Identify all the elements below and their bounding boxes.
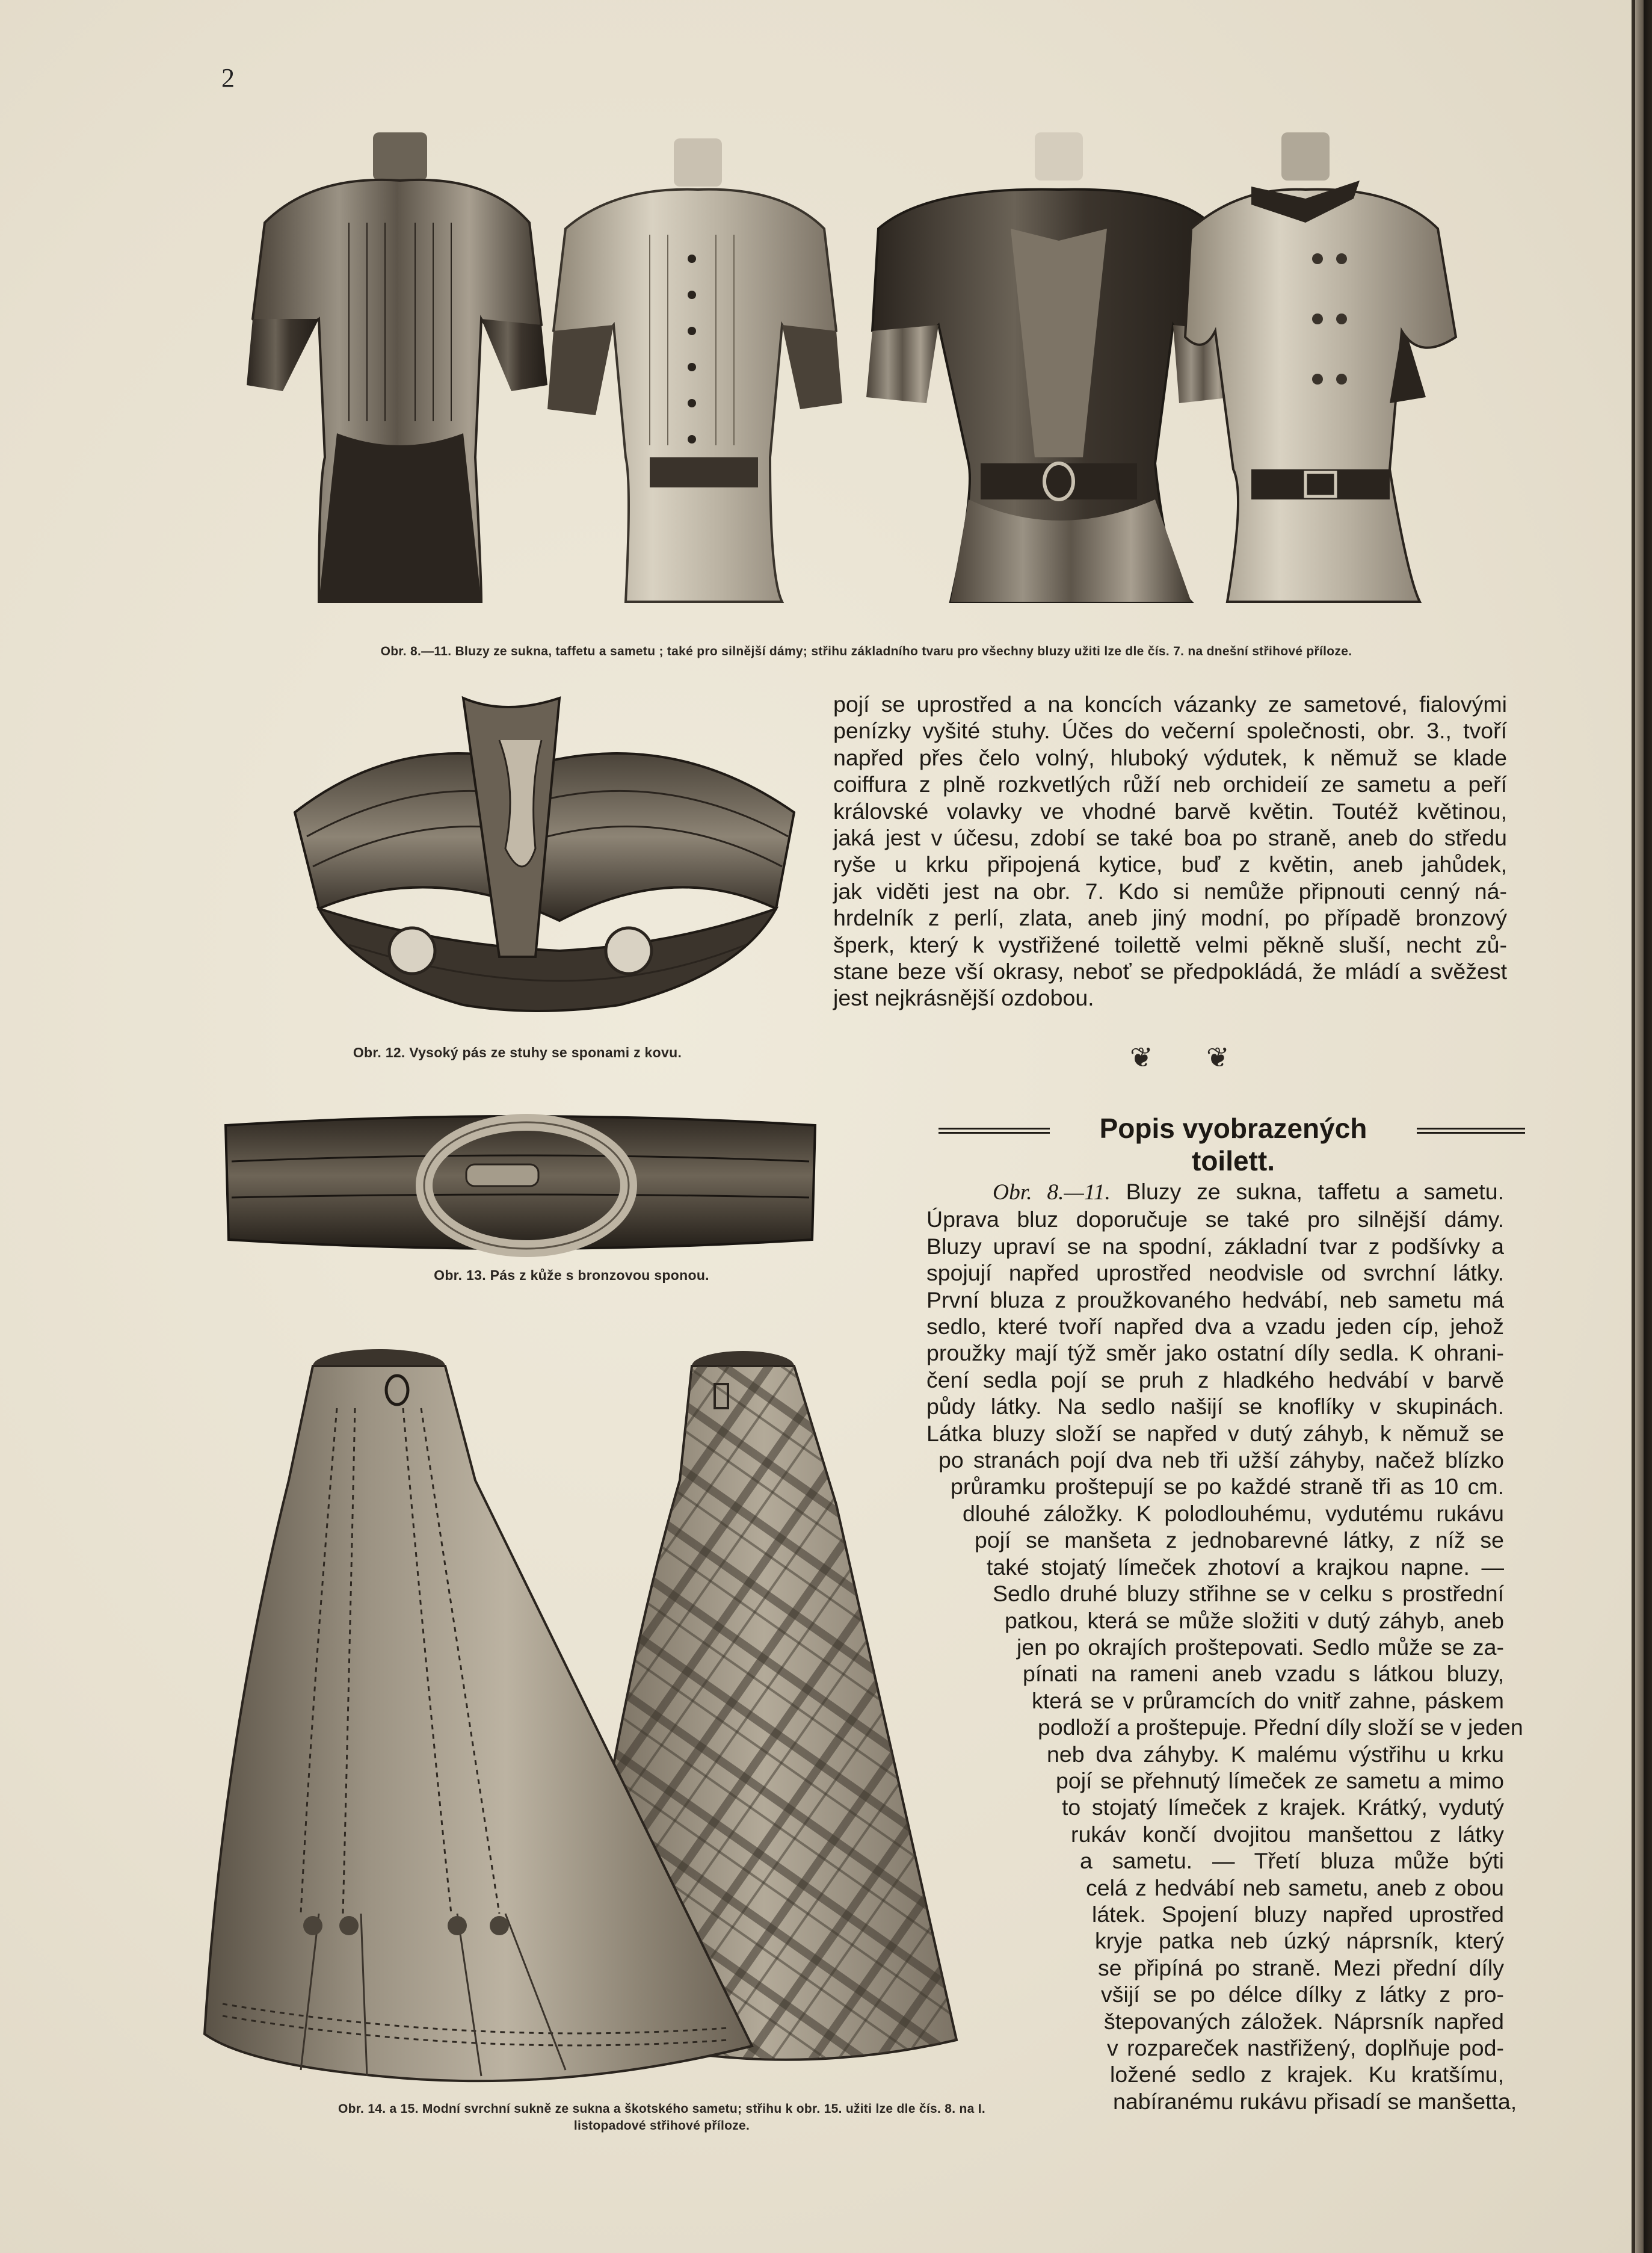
skirts-caption-line-1: Obr. 14. a 15. Modní svrchní sukně ze sukna a škotského sametu; střihu k obr. 15. užiti lze dle čís. 8. na I. xyxy=(337,2102,986,2116)
belt-13-illustration xyxy=(220,1101,821,1264)
text-line: průramku proštepují se po každé straně tři as 10 cm. xyxy=(951,1474,1504,1500)
text-line: ložené sedlo z krajek. Ku kratšímu, xyxy=(1110,2062,1504,2088)
text-line: kryje patka neb úzký náprsník, který xyxy=(1095,1928,1504,1954)
text-line: Sedlo druhé bluzy střihne se v celku s prostřední xyxy=(993,1581,1504,1607)
text-line: proužky mají týž směr jako ostatní díly sedla. K ohrani- xyxy=(926,1340,1504,1366)
text-line: látek. Spojení bluzy napřed uprostřed xyxy=(1092,1901,1504,1927)
text-line: První bluza z proužkovaného hedvábí, neb sametu má xyxy=(926,1287,1504,1312)
blouse-4 xyxy=(1185,132,1456,602)
text-line: štepovaných záložek. Náprsník napřed xyxy=(1104,2008,1504,2034)
blouse-2 xyxy=(547,138,842,602)
text-line: neb dva záhyby. K malému výstřihu u krku xyxy=(1047,1741,1504,1767)
text-line: Úprava bluz doporučuje se také pro silnější dámy. xyxy=(926,1207,1504,1232)
text-line: také stojatý límeček zhotoví a krajkou napne. — xyxy=(987,1554,1504,1580)
ornament-left: ❦ xyxy=(1130,1042,1153,1073)
blouses-illustration xyxy=(229,120,1462,638)
text-line: podloží a proštepuje. Přední díly složí se v jeden xyxy=(1038,1714,1523,1740)
blouse-3 xyxy=(866,132,1233,602)
text-line: jaká jest v účesu, zdobí se také boa po straně, aneb do středu xyxy=(833,825,1507,851)
text-line: jak viděti jest na obr. 7. Kdo si nemůže připnouti cenný ná- xyxy=(833,878,1507,904)
text-line: nabíranému rukávu přisadí se manšetta, xyxy=(1113,2088,1517,2114)
text-line: stane beze vší okrasy, neboť se předpokládá, že mládí a svěžest xyxy=(833,959,1507,984)
figure-reference: Obr. 8.—11. xyxy=(993,1180,1111,1205)
text-line: Bluzy upraví se na spodní, základní tvar z podšívky a xyxy=(926,1233,1504,1259)
section-heading-text: Popis vyobrazených toilett. xyxy=(1099,1113,1367,1176)
text-line: Látka bluzy složí se napřed v dutý záhyb, k němuž se xyxy=(926,1420,1504,1446)
text-line: se připíná po straně. Mezi přední díly xyxy=(1098,1955,1504,1980)
text-line: patkou, která se může složiti v dutý záhyb, aneb xyxy=(1005,1607,1504,1633)
text-line: spojují napřed uprostřed neodvisle od svrchní látky. xyxy=(926,1260,1504,1286)
text-line: královské volavky ve vhodné barvě květin. Toutéž květinou, xyxy=(833,798,1507,824)
text-line: pojí se manšeta z jednobarevné látky, z níž se xyxy=(975,1527,1504,1553)
text-line: penízky vyšité stuhy. Účes do večerní společnosti, obr. 3., tvoří xyxy=(833,718,1507,744)
text-line: po stranách pojí dva neb tři užší záhyby, načež blízko xyxy=(938,1447,1504,1473)
text-line: to stojatý límeček z krajek. Krátký, vydutý xyxy=(1062,1794,1504,1820)
section-heading xyxy=(938,1112,1528,1176)
belt-12-caption: Obr. 12. Vysoký pás ze stuhy se sponami z kovu. xyxy=(353,1045,682,1060)
text-line: pojí se přehnutý límeček ze sametu a mimo xyxy=(1056,1767,1504,1793)
blouses-caption: Obr. 8.—11. Bluzy ze sukna, taffetu a sametu ; také pro silnější dámy; střihu základního tvaru pro všechny bluzy užiti lze dle čís. 7. na dnešní střihové příloze. xyxy=(380,644,1352,658)
text-line: rukáv končí dvojitou manšettou z látky xyxy=(1071,1821,1504,1847)
blouse-1 xyxy=(247,132,547,602)
text-line: šperk, který k vystřižené toilettě velmi pěkně sluší, necht zů- xyxy=(833,932,1507,957)
text-line: pojí se uprostřed a na koncích vázanky ze sametové, fialovými xyxy=(833,691,1507,717)
description-column xyxy=(926,1178,1523,2115)
page-edge xyxy=(1632,0,1652,2253)
text-line: coiffura z plně rozkvetlých růží neb orchideií ze sametu a peří xyxy=(833,771,1507,797)
belt-13-caption: Obr. 13. Pás z kůže s bronzovou sponou. xyxy=(434,1267,709,1283)
heading-rule-left xyxy=(938,1128,1050,1134)
page-number: 2 xyxy=(221,63,235,93)
text-line: jen po okrajích proštepovati. Sedlo může se za- xyxy=(1017,1634,1504,1660)
text-line: ryše u krku připojená kytice, buď z květin, aneb jahůdek, xyxy=(833,851,1507,877)
ornament-right: ❦ xyxy=(1206,1042,1230,1073)
text-line: pínati na rameni aneb vzadu s látkou bluzy, xyxy=(1023,1661,1504,1687)
text-line: která se v průramcích do vnitř zahne, páskem xyxy=(1032,1687,1504,1713)
text-line: napřed přes čelo volný, hluboký výdutek, k němuž se klade xyxy=(833,744,1507,770)
heading-rule-right xyxy=(1417,1128,1525,1134)
text-line: dlouhé záložky. K polodlouhému, vydutému rukávu xyxy=(963,1500,1504,1526)
top-text-column xyxy=(833,691,1507,1012)
text-line: půdy látky. Na sedlo našijí se knoflíky v skupinách. xyxy=(926,1394,1504,1420)
belt-12-illustration xyxy=(283,692,812,1029)
text-line: sedlo, které tvoří napřed dva a vzadu jeden cíp, jehož xyxy=(926,1314,1504,1340)
text-line: jest nejkrásnější ozdobou. xyxy=(833,985,1094,1011)
text-line: Obr. 8.—11. Bluzy ze sukna, taffetu a sametu. xyxy=(993,1179,1504,1205)
text-line: hrdelník z perlí, zlata, aneb jiný modní, po případě bronzový xyxy=(833,905,1507,931)
text-line: celá z hedvábí neb sametu, aneb z obou xyxy=(1086,1874,1504,1900)
text-line: v rozpareček nastřižený, doplňuje pod- xyxy=(1107,2035,1504,2060)
underlying-page xyxy=(1635,0,1644,2253)
text-line: a sametu. — Třetí bluza může býti xyxy=(1080,1848,1504,1874)
text-line: čení sedla pojí se pruh z hladkého hedvábí v barvě xyxy=(926,1367,1504,1392)
text-line: všijí se po délce dílky z látky z pro- xyxy=(1101,1982,1504,2007)
skirts-caption-line-2: listopadové střihové příloze. xyxy=(573,2119,750,2133)
